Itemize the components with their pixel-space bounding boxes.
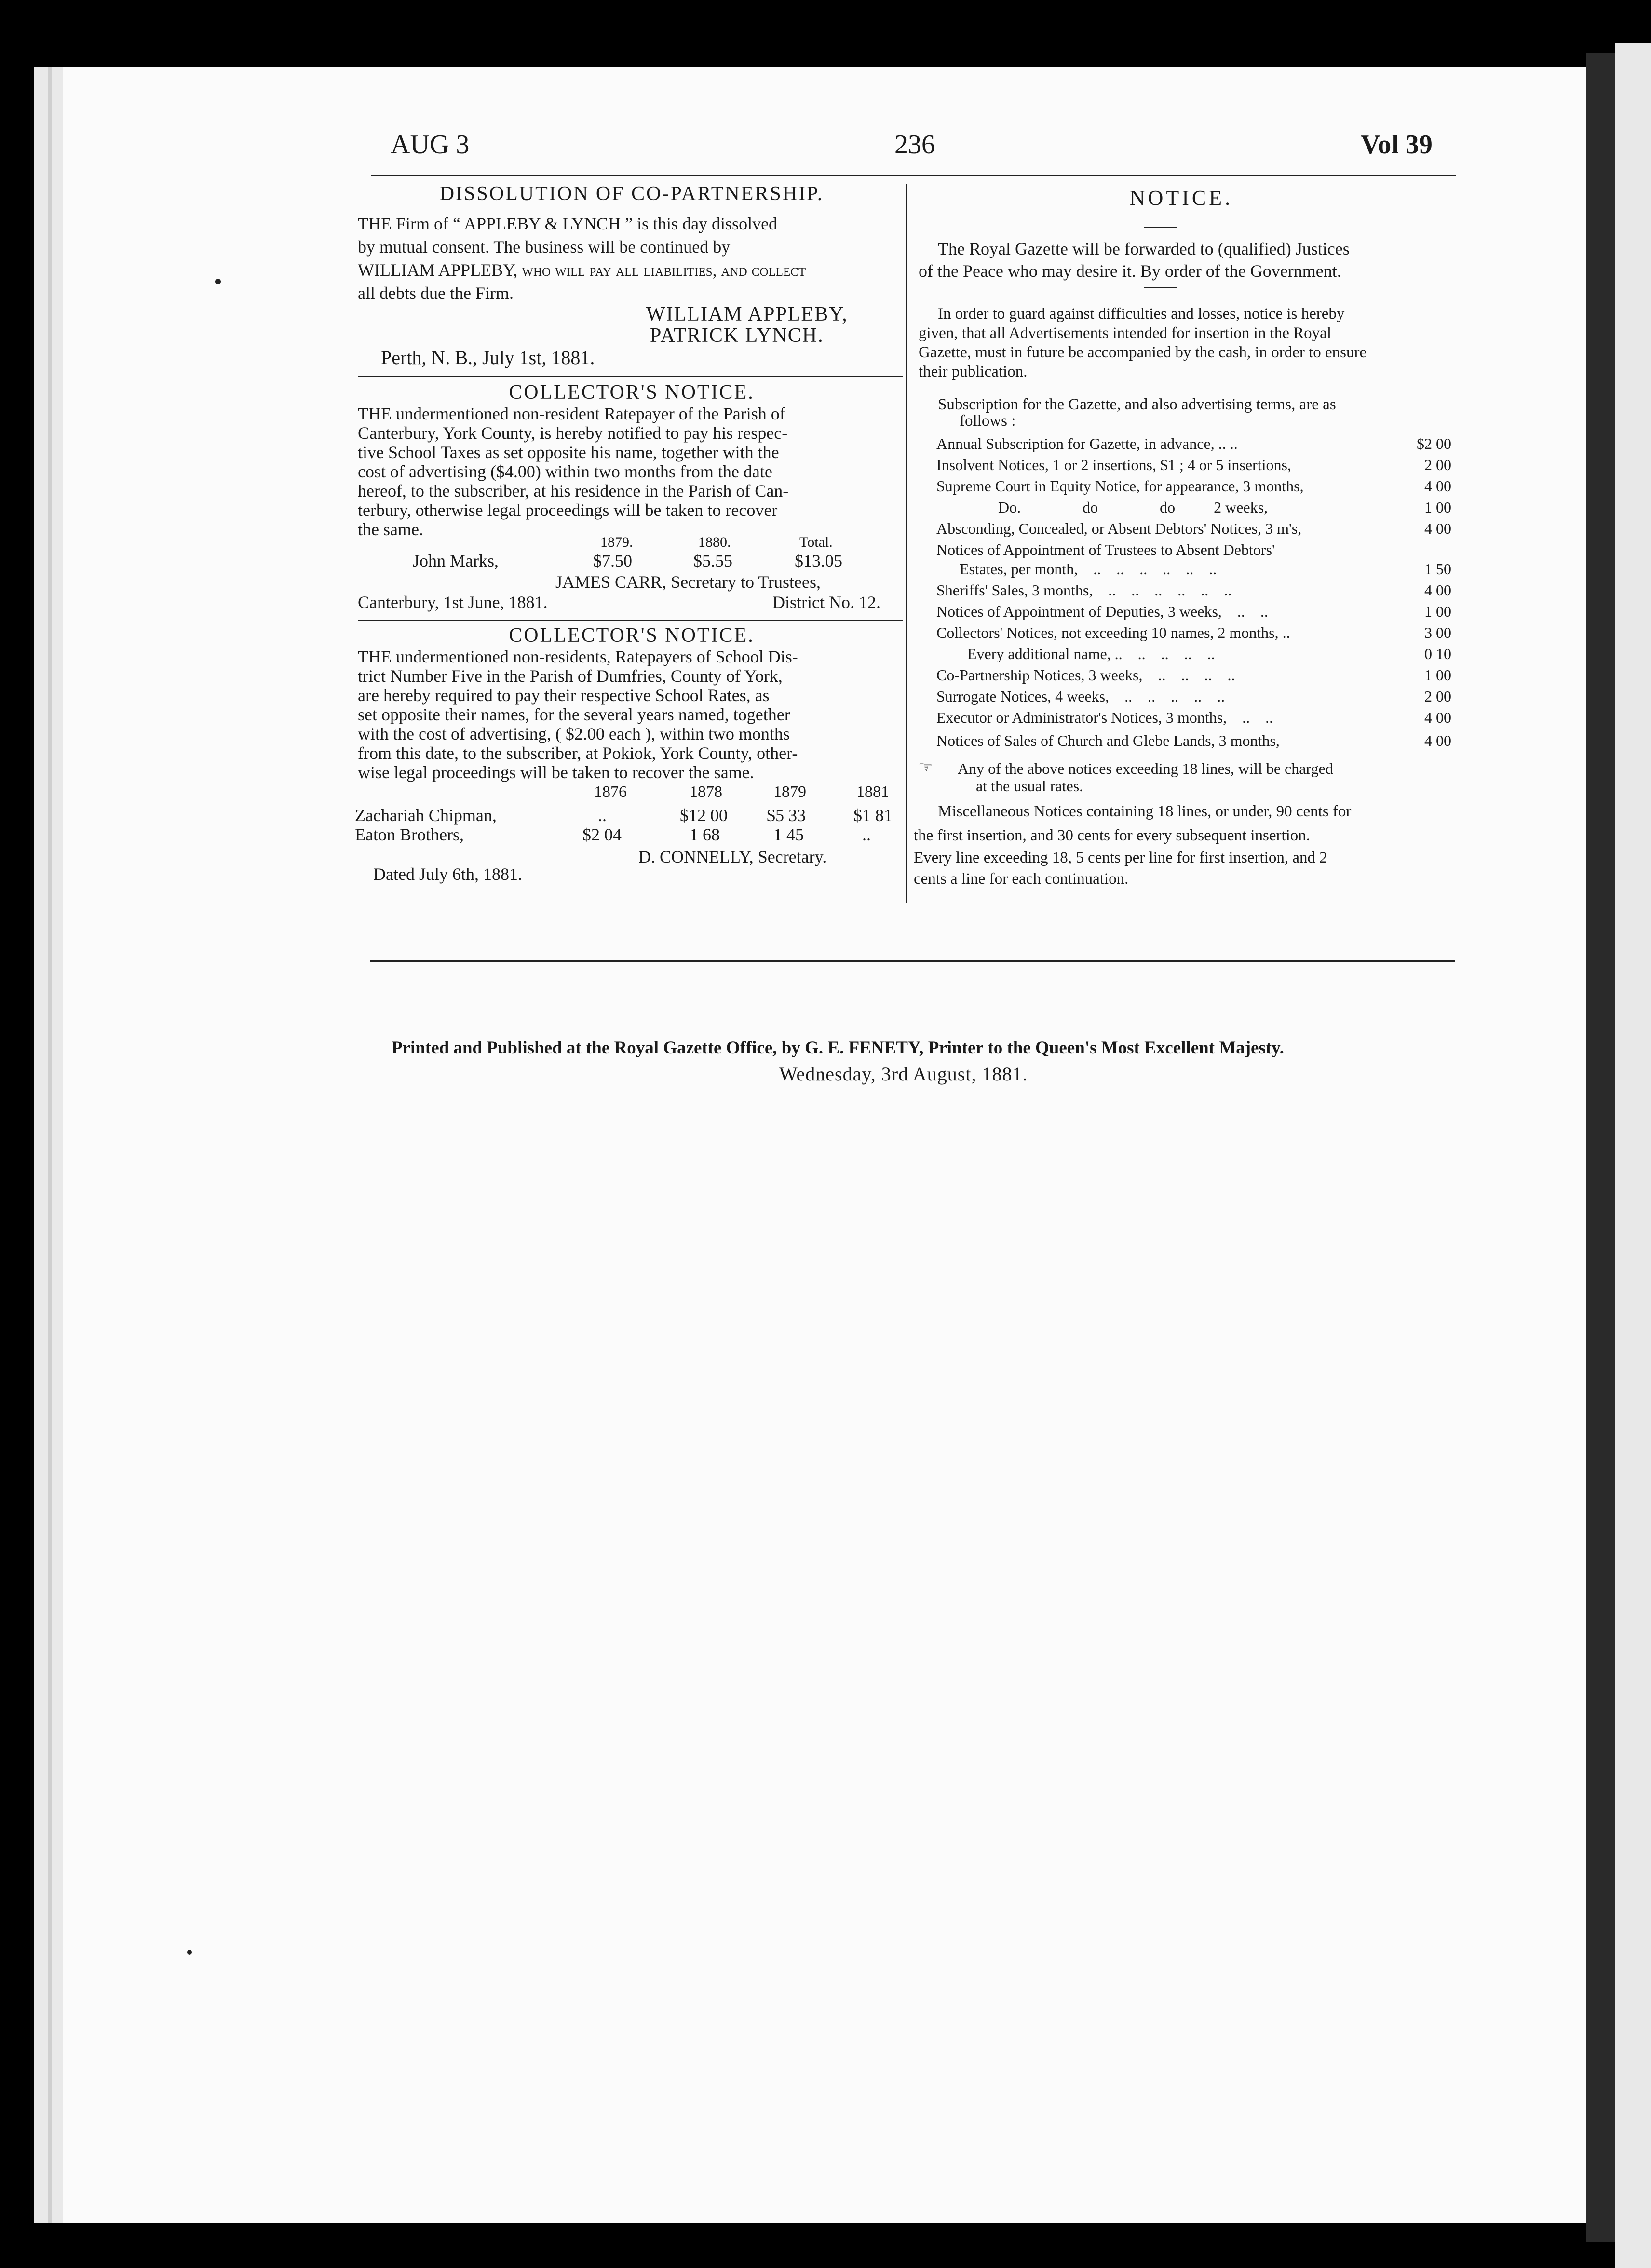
notice-title: NOTICE. (1129, 186, 1233, 210)
collector2-date: Dated July 6th, 1881. (373, 864, 522, 884)
collector1-district: District No. 12. (772, 593, 880, 612)
pointing-hand-icon: ☞ (918, 759, 933, 777)
subscription-line: follows : (960, 412, 1016, 430)
col-header-1880: 1880. (698, 534, 731, 550)
amount-total: $13.05 (795, 551, 842, 570)
rate-value: .. (598, 806, 607, 825)
collector2-line: from this date, to the subscriber, at Pokiok, York County, other- (358, 743, 798, 763)
collector2-line: with the cost of advertising, ( $2.00 each ), within two months (358, 724, 790, 743)
dissolution-date: Perth, N. B., July 1st, 1881. (381, 347, 595, 368)
misc-line: Miscellaneous Notices containing 18 lines, or under, 90 cents for (938, 803, 1352, 820)
guard-line: Gazette, must in future be accompanied by the cash, in order to ensure (919, 344, 1367, 361)
rate-amount: 1 00 (1424, 666, 1451, 684)
dissolution-title: DISSOLUTION OF CO-PARTNERSHIP. (439, 183, 824, 205)
rate-label: Notices of Appointment of Deputies, 3 weeks, .. .. (936, 603, 1268, 620)
rate-value: $5 33 (767, 806, 806, 825)
short-rule (1144, 287, 1177, 288)
collector1-line: cost of advertising ($4.00) within two months from the date (358, 462, 772, 481)
rate-amount: 1 50 (1424, 560, 1451, 578)
short-rule (1144, 227, 1177, 228)
subscription-line: Subscription for the Gazette, and also advertising terms, are as (938, 396, 1336, 413)
rate-amount: 1 00 (1424, 603, 1451, 620)
dissolution-line: all debts due the Firm. (358, 284, 514, 303)
collector1-line: Canterbury, York County, is hereby notified to pay his respec- (358, 423, 788, 443)
section-rule (358, 620, 903, 621)
rate-label: Co-Partnership Notices, 3 weeks, .. .. .. .. (936, 666, 1235, 684)
col-header-total: Total. (799, 534, 833, 550)
header-rule (371, 175, 1456, 176)
guard-line: In order to guard against difficulties and losses, notice is hereby (938, 305, 1345, 323)
ratepayer-name: Zachariah Chipman, (355, 806, 497, 825)
rate-value: $12 00 (680, 806, 728, 825)
speck (187, 1950, 192, 1955)
collector1-place-date: Canterbury, 1st June, 1881. (358, 593, 548, 612)
dissolution-line: THE Firm of “ APPLEBY & LYNCH ” is this day dissolved (358, 214, 778, 233)
rate-amount: $2 00 (1417, 435, 1451, 452)
year-1879: 1879 (773, 783, 806, 801)
collector1-line: terbury, otherwise legal proceedings will be taken to recover (358, 500, 778, 520)
collector2-line: trict Number Five in the Parish of Dumfries, County of York, (358, 666, 783, 686)
dissolution-line: by mutual consent. The business will be continued by (358, 237, 731, 256)
collector1-title: COLLECTOR'S NOTICE. (509, 381, 755, 404)
collector1-line: hereof, to the subscriber, at his residence in the Parish of Can- (358, 481, 789, 500)
collector1-line: THE undermentioned non-resident Ratepayer of the Parish of (358, 404, 785, 423)
guard-line: given, that all Advertisements intended for insertion in the Royal (919, 324, 1331, 342)
excess-line: Any of the above notices exceeding 18 lines, will be charged (958, 760, 1333, 777)
rate-amount: 2 00 (1424, 688, 1451, 705)
footer-rule (370, 960, 1455, 962)
imprint-date: Wednesday, 3rd August, 1881. (779, 1063, 1028, 1085)
rate-value: $2 04 (582, 825, 622, 844)
collector1-line: the same. (358, 520, 423, 539)
collector2-line: set opposite their names, for the several years named, together (358, 705, 790, 724)
ratepayer-name: Eaton Brothers, (355, 825, 464, 844)
rate-label: Executor or Administrator's Notices, 3 months, .. .. (936, 709, 1273, 726)
collector1-line: tive School Taxes as set opposite his name, together with the (358, 443, 779, 462)
rate-value: 1 68 (690, 825, 720, 844)
year-1876: 1876 (594, 783, 627, 801)
notice-line: of the Peace who may desire it. By order of the Government. (919, 261, 1341, 281)
misc-line: cents a line for each continuation. (914, 870, 1129, 888)
rate-amount: 4 00 (1424, 581, 1451, 599)
rate-label: Every additional name, .. .. .. .. .. (936, 645, 1215, 662)
rate-label: Estates, per month, .. .. .. .. .. .. (936, 560, 1217, 578)
page-number: 236 (894, 130, 935, 160)
collector1-signer: JAMES CARR, Secretary to Trustees, (555, 572, 821, 592)
signatory-appleby: WILLIAM APPLEBY, (646, 303, 848, 325)
rate-label: Do. do do 2 weeks, (936, 499, 1268, 516)
collector2-line: THE undermentioned non-residents, Ratepayers of School Dis- (358, 647, 798, 666)
rate-label: Sheriffs' Sales, 3 months, .. .. .. .. .. .. (936, 581, 1232, 599)
rate-amount: 4 00 (1424, 477, 1451, 495)
rate-amount: 4 00 (1424, 520, 1451, 537)
collector2-line: wise legal proceedings will be taken to recover the same. (358, 763, 754, 782)
guard-line: their publication. (919, 363, 1028, 380)
rate-amount: 4 00 (1424, 709, 1451, 726)
rate-label: Supreme Court in Equity Notice, for appearance, 3 months, (936, 477, 1304, 495)
rate-label: Insolvent Notices, 1 or 2 insertions, $1 ; 4 or 5 insertions, (936, 456, 1291, 473)
rate-label: Surrogate Notices, 4 weeks, .. .. .. .. .. (936, 688, 1225, 705)
rate-amount: 2 00 (1424, 456, 1451, 473)
misc-line: Every line exceeding 18, 5 cents per line for first insertion, and 2 (914, 849, 1327, 866)
rate-label: Annual Subscription for Gazette, in advance, .. .. (936, 435, 1238, 452)
notice-line: The Royal Gazette will be forwarded to (qualified) Justices (938, 239, 1350, 258)
header-date: AUG 3 (391, 130, 470, 160)
amount-1879: $7.50 (593, 551, 632, 570)
rate-amount: 0 10 (1424, 645, 1451, 662)
imprint-line: Printed and Published at the Royal Gazette Office, by G. E. FENETY, Printer to the Queen's Most Excellent Majesty. (392, 1038, 1284, 1058)
col-header-1879: 1879. (600, 534, 633, 550)
rate-label: Notices of Appointment of Trustees to Absent Debtors' (936, 541, 1275, 558)
speck (215, 279, 221, 284)
collector2-signer: D. CONNELLY, Secretary. (638, 847, 827, 866)
misc-line: the first insertion, and 30 cents for every subsequent insertion. (914, 827, 1311, 844)
rate-label: Notices of Sales of Church and Glebe Lands, 3 months, (936, 732, 1280, 749)
collector2-title: COLLECTOR'S NOTICE. (509, 624, 755, 647)
excess-line: at the usual rates. (976, 777, 1083, 795)
amount-1880: $5.55 (693, 551, 732, 570)
volume-label: Vol 39 (1361, 130, 1433, 160)
ratepayer-name: John Marks, (413, 551, 499, 570)
rate-amount: 4 00 (1424, 732, 1451, 749)
rate-value: .. (862, 825, 871, 844)
rate-value: 1 45 (773, 825, 804, 844)
collector2-line: are hereby required to pay their respective School Rates, as (358, 686, 770, 705)
section-rule (358, 376, 903, 377)
rate-amount: 3 00 (1424, 624, 1451, 641)
year-1878: 1878 (690, 783, 722, 801)
rate-label: Collectors' Notices, not exceeding 10 names, 2 months, .. (936, 624, 1290, 641)
book-edge-right (1615, 43, 1651, 2268)
rate-label: Absconding, Concealed, or Absent Debtors' Notices, 3 m's, (936, 520, 1302, 537)
dissolution-line: WILLIAM APPLEBY, who will pay all liabilities, and collect (358, 260, 806, 280)
rate-value: $1 81 (853, 806, 893, 825)
rate-amount: 1 00 (1424, 499, 1451, 516)
year-1881: 1881 (856, 783, 889, 801)
book-edge-right-shadow (1586, 53, 1615, 2242)
book-edge-left-inner (48, 68, 52, 2223)
signatory-lynch: PATRICK LYNCH. (650, 324, 824, 347)
